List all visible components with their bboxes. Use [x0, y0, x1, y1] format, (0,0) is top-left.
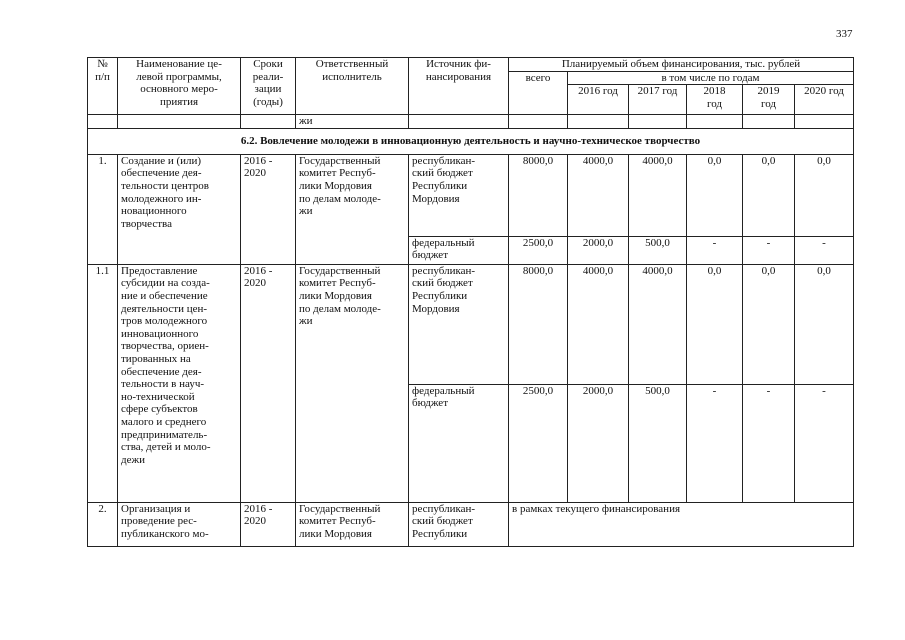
- value-2020: -: [795, 236, 854, 264]
- value-2018: -: [687, 384, 743, 502]
- row-source: федеральный бюджет: [409, 384, 509, 502]
- header-total: всего: [509, 71, 568, 115]
- header-by-years: в том числе по годам: [568, 71, 854, 85]
- row-name: Предоставление субсидии на созда- ние и обеспечение деятельности цен- тров молодежного инновационного творчества, ориен- тированных на обеспечение дея- тельности в науч- но-технической сфере субъектов малого и среднего предприниматель- ства, детей и моло- дежи: [118, 264, 241, 502]
- row-name: Организация и проведение рес- публиканского мо-: [118, 502, 241, 546]
- value-2019: 0,0: [743, 264, 795, 384]
- header-name: Наименование це- левой программы, основного меро- приятия: [118, 58, 241, 115]
- header-year-2020: 2020 год: [795, 85, 854, 115]
- table-row: [88, 264, 854, 384]
- value-2017: 500,0: [629, 384, 687, 502]
- value-2020: 0,0: [795, 154, 854, 236]
- value-2018: -: [687, 236, 743, 264]
- value-total: 8000,0: [509, 154, 568, 236]
- row-no: 1.: [88, 154, 118, 264]
- row-executor: Государственный комитет Респуб- лики Мордовия по делам молоде- жи: [296, 154, 409, 264]
- row-source: республикан- ский бюджет Республики Мордовия: [409, 264, 509, 384]
- header-year-2018: 2018 год: [687, 85, 743, 115]
- row-executor: Государственный комитет Респуб- лики Мордовия по делам молоде- жи: [296, 264, 409, 502]
- value-2017: 500,0: [629, 236, 687, 264]
- row-no: 1.1: [88, 264, 118, 502]
- section-title: 6.2. Вовлечение молодежи в инновационную деятельность и научно-техническое творчество: [88, 128, 854, 154]
- row-executor: Государственный комитет Респуб- лики Мордовия: [296, 502, 409, 546]
- value-2018: 0,0: [687, 154, 743, 236]
- value-2020: 0,0: [795, 264, 854, 384]
- value-2016: 2000,0: [568, 384, 629, 502]
- table-row: [88, 115, 854, 129]
- row-period: 2016 - 2020: [241, 154, 296, 264]
- value-total: 2500,0: [509, 384, 568, 502]
- header-executor: Ответственный исполнитель: [296, 58, 409, 115]
- header-source: Источник фи- нансирования: [409, 58, 509, 115]
- financing-note: в рамках текущего финансирования: [509, 502, 854, 546]
- executor-continuation: жи: [296, 115, 409, 129]
- value-2016: 2000,0: [568, 236, 629, 264]
- value-2016: 4000,0: [568, 154, 629, 236]
- header-period: Сроки реали- зации (годы): [241, 58, 296, 115]
- page-number: 337: [836, 28, 853, 40]
- value-2020: -: [795, 384, 854, 502]
- value-2019: -: [743, 236, 795, 264]
- value-total: 2500,0: [509, 236, 568, 264]
- value-2019: -: [743, 384, 795, 502]
- value-2018: 0,0: [687, 264, 743, 384]
- value-2017: 4000,0: [629, 264, 687, 384]
- header-year-2019: 2019 год: [743, 85, 795, 115]
- row-period: 2016 - 2020: [241, 264, 296, 502]
- value-2019: 0,0: [743, 154, 795, 236]
- table-row: [88, 154, 854, 236]
- header-planned: Планируемый объем финансирования, тыс. рублей: [509, 58, 854, 72]
- row-source: республикан- ский бюджет Республики Мордовия: [409, 154, 509, 236]
- row-source: республикан- ский бюджет Республики: [409, 502, 509, 546]
- row-period: 2016 - 2020: [241, 502, 296, 546]
- header-year-2016: 2016 год: [568, 85, 629, 115]
- header-no: № п/п: [88, 58, 118, 115]
- header-year-2017: 2017 год: [629, 85, 687, 115]
- row-name: Создание и (или) обеспечение дея- тельности центров молодежного ин- новационного творчества: [118, 154, 241, 264]
- row-source: федеральный бюджет: [409, 236, 509, 264]
- value-total: 8000,0: [509, 264, 568, 384]
- financing-table: [87, 57, 854, 547]
- value-2016: 4000,0: [568, 264, 629, 384]
- row-no: 2.: [88, 502, 118, 546]
- value-2017: 4000,0: [629, 154, 687, 236]
- table-row: [88, 502, 854, 546]
